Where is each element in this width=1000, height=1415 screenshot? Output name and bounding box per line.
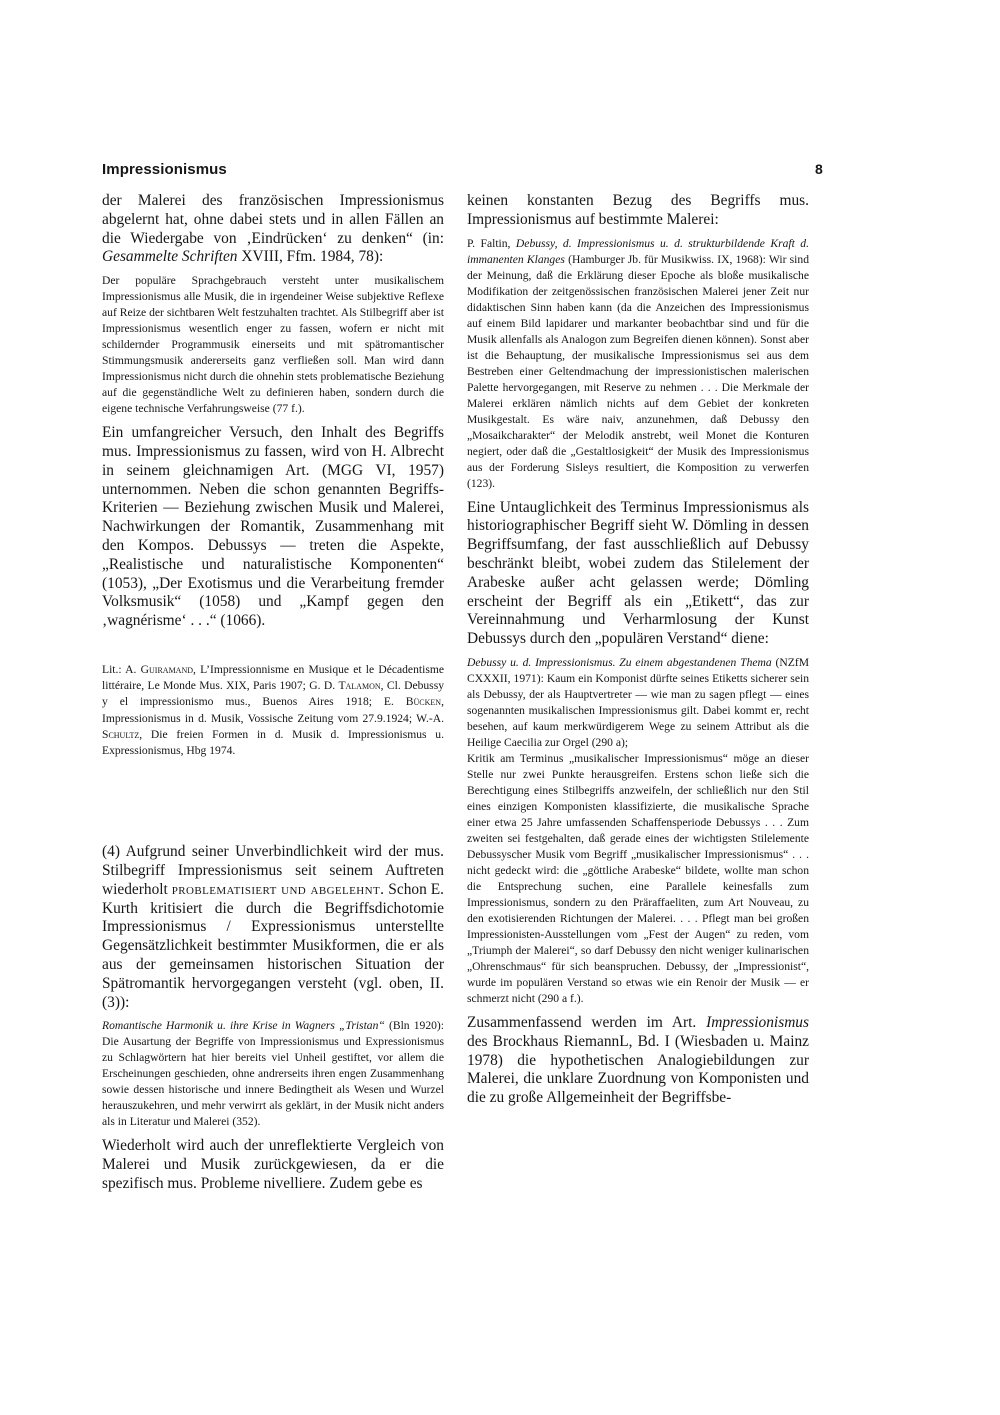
running-head-title: Impressionismus	[102, 161, 227, 178]
page-number: 8	[815, 161, 823, 177]
block-quote: P. Faltin, Debussy, d. Impressionismus u. d. strukturbildende Kraft d. immanenten Klanges (Hamburger Jb. für Musikwiss. IX, 1968): Wir sind der Meinung, daß die Erklärung dieser Epoche als bloße musikalische Modifikation der zeitgenössischen französischen Malerei jener Zeit nur didaktischen Sinn haben kann (da die Anzeichen des Impressionismus auf einem Bild lapidarer und markanter beobachtbar sind und für die Musik allenfalls als Analogon zum Begreifen dienen können). Sonst aber ist die Behauptung, der musikalische Impressionismus sei aus dem Bestreben einer Geltendmachung der impressionistischen malerischen Palette hervorgegangen, mit Reserve zu nehmen . . . Die Merkmale der Malerei erklären nämlich nichts auf dem Gebiet der konkreten Musikgestalt. Es wäre naiv, anzunehmen, daß Debussy den „Mosaikcharakter“ der Melodik anstrebt, weil Monet die Konturen negiert, oder daß die „Gestaltlosigkeit“ der Musik des Impressionismus aus der Forderung Sisleys resultiert, die Komposition zu verwerfen (123).	[467, 236, 810, 490]
paragraph: Zusammenfassend werden im Art. Impressionismus des Brockhaus RiemannL, Bd. I (Wiesbaden u. Mainz 1978) die hypothetischen Analogiebildungen zur Malerei, die unklare Zuordnung von Komponisten und die zu große Allgemeinheit der Begriffsbe-	[467, 1013, 809, 1107]
block-quote: Debussy u. d. Impressionismus. Zu einem abgestandenen Thema (NZfM CXXXII, 1971): Kaum ein Komponist dürfte seines Etiketts sicherer sein als Debussy, der als Hauptvertreter — wie man zu sagen pflegt — eines sogenannten musikalischen Impressionismus gilt. Dabei kommt er, recht besehen, auf kaum merkwürdigerem Wege zu seinem Attribut als die Heilige Caecilia zur Orgel (290 a);	[467, 655, 810, 749]
left-column	[102, 192, 444, 1194]
literature-list: Lit.: A. Guiramand, L’Impressionnisme en Musique et le Décadentisme littéraire, Le Monde Mus. XIX, Paris 1907; G. D. Talamon, Cl. Debussy y el impressionismo mus., Buenos Aires 1918; E. Bücken, Impressionismus in d. Musik, Vossische Zeitung vom 27.9.1924; W.-A. Schultz, Die freien Formen in d. Musik d. Impressionismus u. Expressionismus, Hbg 1974.	[102, 662, 444, 757]
section-paragraph: (4) Aufgrund seiner Unverbindlichkeit wird der mus. Stilbegriff Impressionismus seit seinem Auftreten wiederholt problematisiert und abgelehnt. Schon E. Kurth kritisiert die durch die Begriffsdichotomie Impressionismus / Expressionismus unterstellte Gegensätzlichkeit bestimmter Musikformen, die er als aus der gemeinsamen historischen Situation der Spätromantik hervorgegangen versteht (vgl. oben, II. (3)):	[102, 843, 444, 1011]
paragraph: Ein umfangreicher Versuch, den Inhalt des Begriffs mus. Impressionismus zu fassen, wird von H. Albrecht in seinem gleichnamigen Art. (MGG VI, 1957) unternommen. Neben die schon genannten Begriffs-Kriterien — Beziehung zwischen Musik und Malerei, Nachwirkungen der Romantik, Zusammenhang mit den Kompos. Debussys — treten die Aspekte, „Realistische und naturalistische Komponenten“ (1053), „Der Exotismus und die Verarbeitung fremder Volksmusik“ (1058) und „Kampf gegen den ‚wagnérisme‘ . . .“ (1066).	[102, 424, 444, 630]
paragraph: keinen konstanten Bezug des Begriffs mus. Impressionismus auf bestimmte Malerei:	[467, 192, 809, 228]
paragraph: Wiederholt wird auch der unreflektierte Vergleich von Malerei und Musik zurückgewiesen, da er die spezifisch mus. Probleme nivelliere. Zudem gebe es	[102, 1137, 444, 1192]
block-quote-continued: Kritik am Terminus „musikalischer Impressionismus“ möge an dieser Stelle nur zwei Punkte herausgreifen. Erstens schon ließe sich die Berechtigung eines Stilbegriffs anzweifeln, der schließlich nur den Stil eines einzigen Komponisten klassifizierte, die musikalische Sprache einer etwa 25 Jahre umfassenden Schaffensperiode Debussys . . . Zum zweiten sei festgehalten, daß gerade eines der wichtigsten Stilelemente Debussyscher Musik vom Begriff „musikalischer Impressionismus“ . . . nicht gedeckt wird: die „göttliche Arabeske“ bildete, wollte man schon die Entsprechung suchen, eine Parallele keinesfalls zum Impressionismus, sondern zu den Präraffaeliten, zum Art Nouveau, zu den exotisierenden Richtungen der Malerei. . . . Pflegt man bei großen Impressionisten-Ausstellungen vom „Fest der Augen“ zu reden, vom „Triumph der Malerei“, so darf Debussy den nicht weniger kulinarischen „Ohrenschmaus“ für sich beanspruchen. Debussy, der „Impressionist“, wurde im populären Verstand so etwas wie ein Renoir der Musik — er schmerzt nicht (290 a f.).	[467, 751, 809, 1005]
paragraph: der Malerei des französischen Impressionismus abgelernt hat, ohne dabei stets und in allen Fällen an die Wiedergabe von ‚Eindrücken‘ zu denken“ (in: Gesammelte Schriften XVIII, Ffm. 1984, 78):	[102, 192, 444, 266]
paragraph: Eine Untauglichkeit des Terminus Impressionismus als historiographischer Begriff sieht W. Dömling in dessen Begriffsumfang, der fast ausschließlich auf Debussy beschränkt bleibt, wobei zudem das Stilelement der Arabeske außer acht gelassen werde; Dömling erscheint der Begriff als ein „Etikett“, das zur Vereinnahmung und Verharmlosung der Kunst Debussys durch den „populären Verstand“ diene:	[467, 498, 809, 648]
right-column	[467, 192, 809, 1108]
block-quote: Der populäre Sprachgebrauch versteht unter musikalischem Impressionismus alle Musik, die in irgendeiner Weise subjektive Reflexe auf Reize der sichtbaren Welt festzuhalten trachtet. Als Stilbegriff aber ist Impressionismus wesentlich enger zu fassen, wofern er nicht mit schildernder Programmusik einerseits und mit spätromantischer Stimmungsmusik andererseits ganz verfließen soll. Man wird dann Impressionismus nicht durch die ohnehin stets problematische Beziehung auf die gegenständliche Welt zu definieren haben, sondern durch die eigene technische Verfahrungsweise (77 f.).	[102, 274, 444, 416]
block-quote: Romantische Harmonik u. ihre Krise in Wagners „Tristan“ (Bln 1920): Die Ausartung der Begriffe von Impressionismus und Expressionismus zu Schlagwörtern hat hier bereits viel Unheil gestiftet, vor allem die Erscheinungen geschieden, ohne andrerseits ihren engen Zusammenhang sowie dessen historische und innere Bedingtheit als Wesen und Wurzel herauszukehren, und mehr verwirrt als geklärt, in der Musik nicht anders als in Literatur und Malerei (352).	[102, 1019, 444, 1129]
